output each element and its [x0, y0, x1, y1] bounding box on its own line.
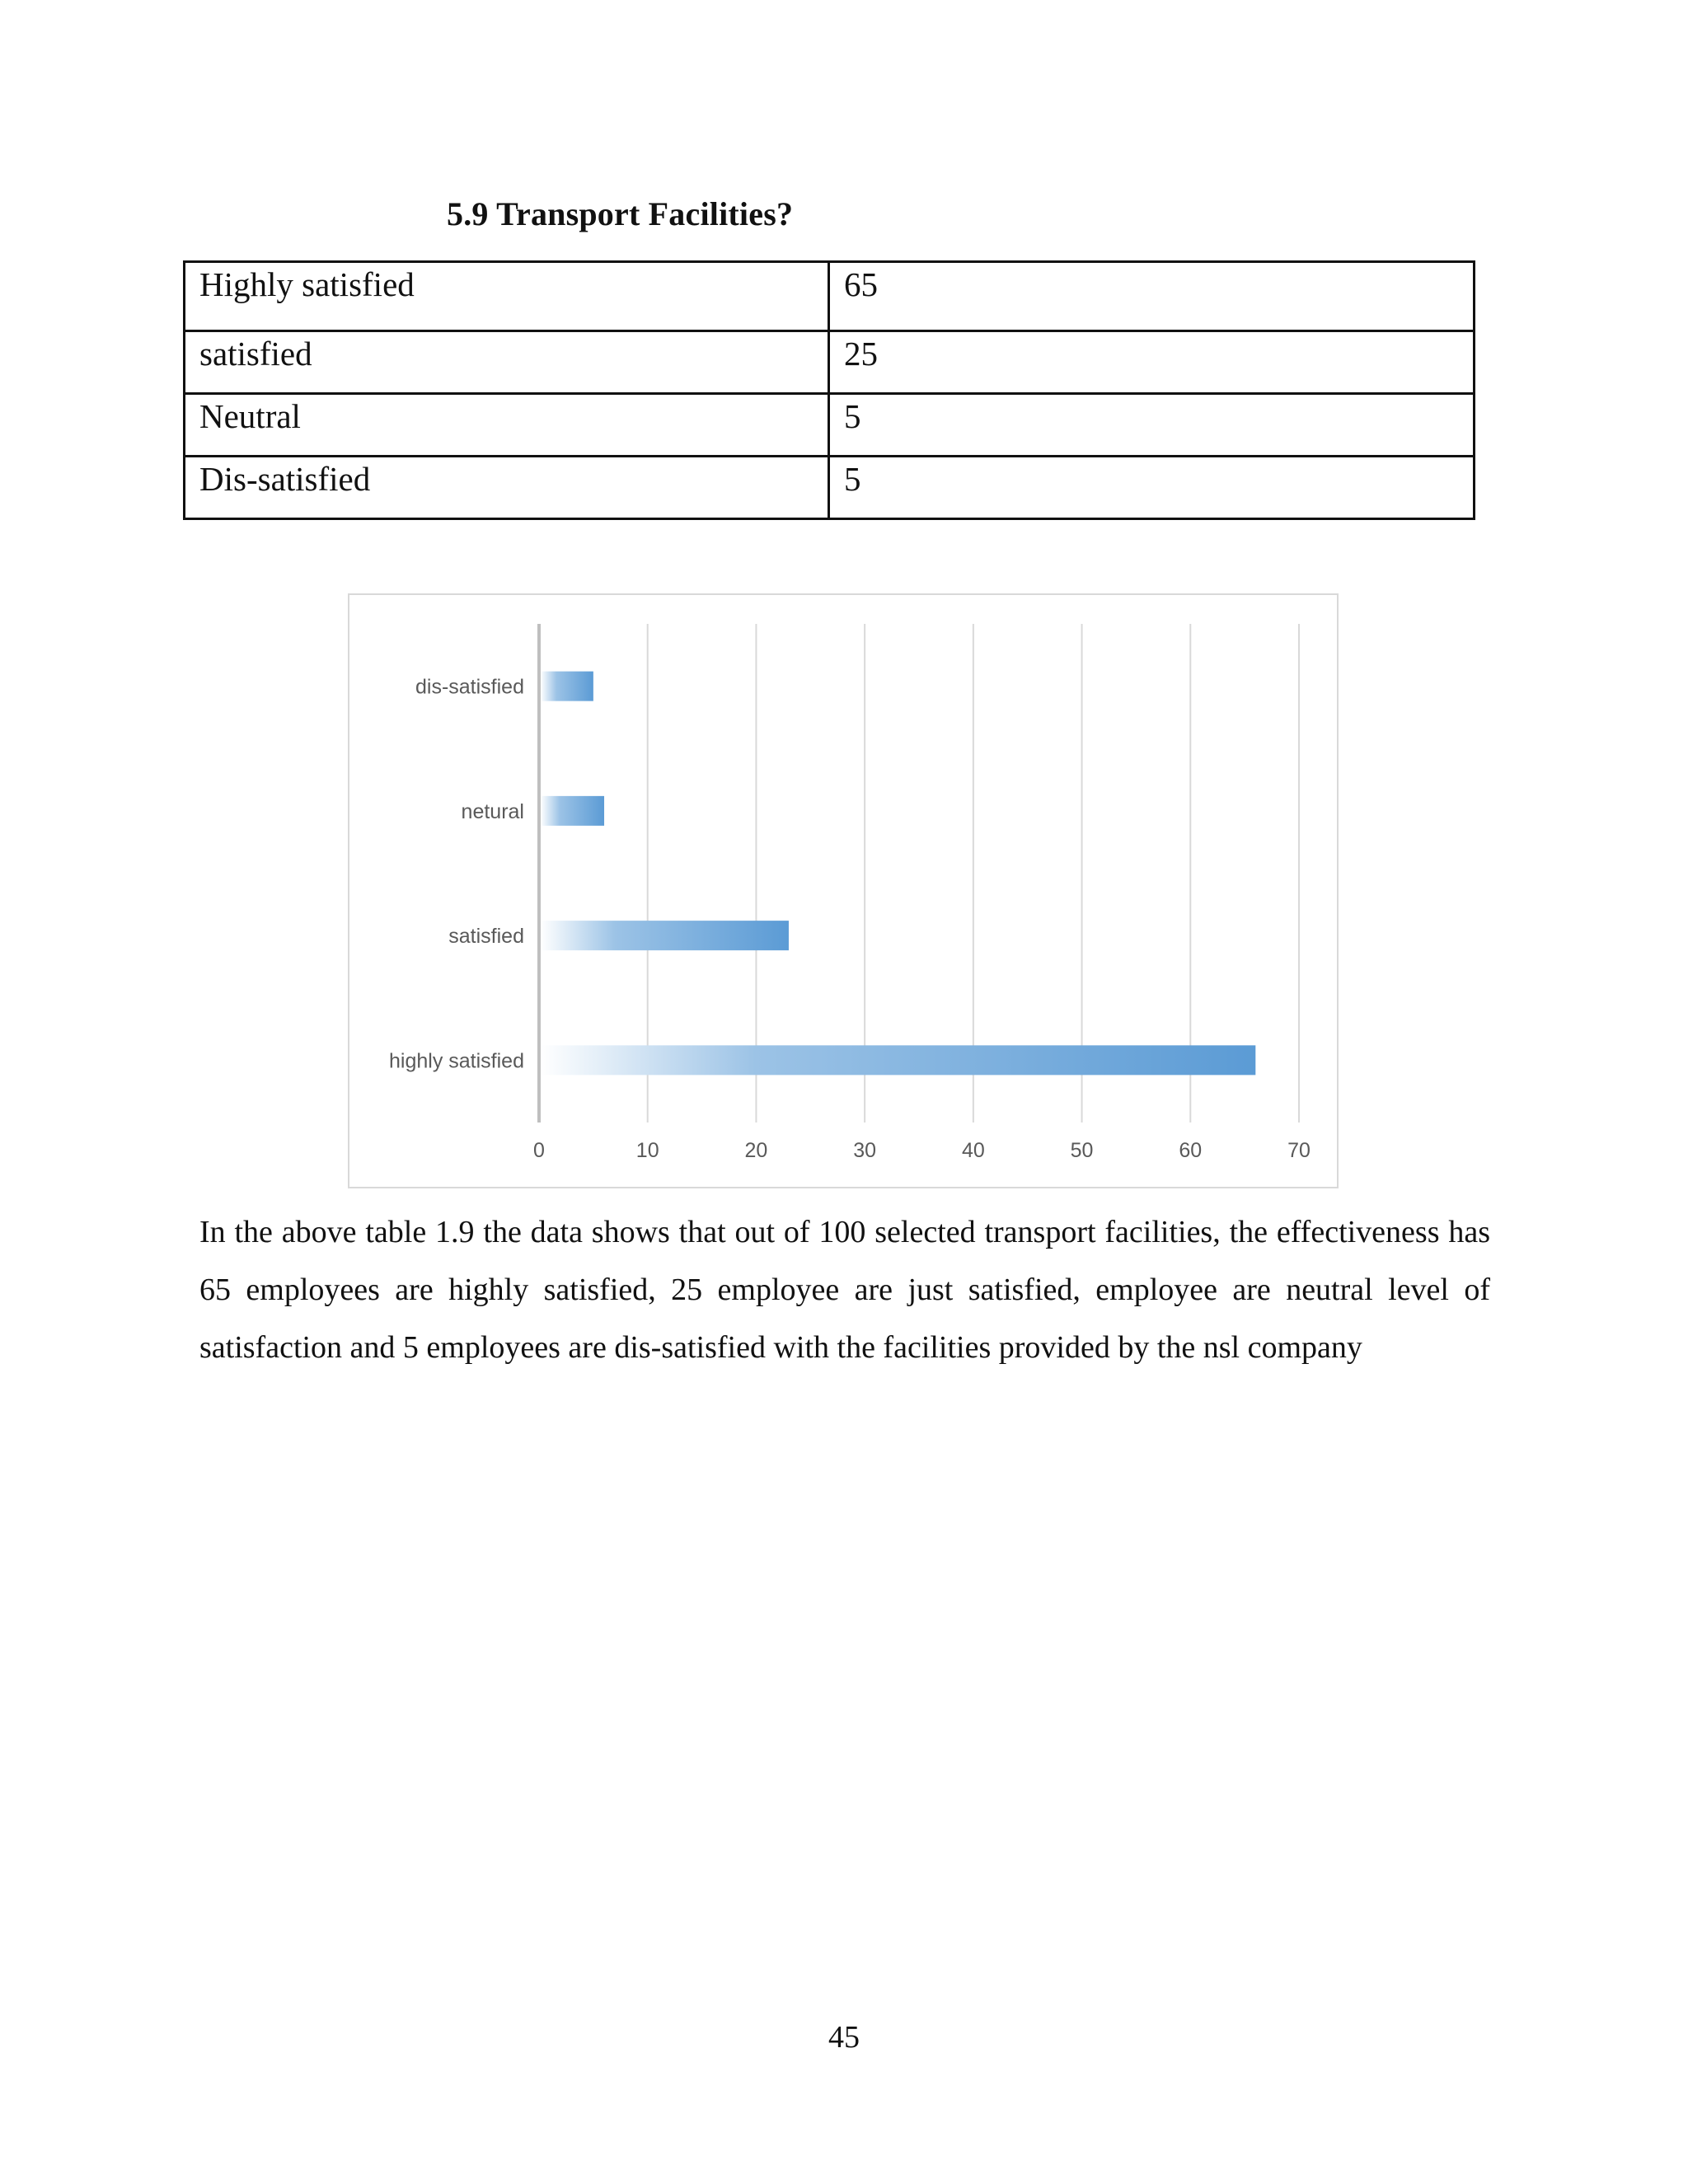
page-number: 45: [828, 2020, 860, 2055]
table-row: [185, 331, 1475, 394]
table-row: [185, 394, 1475, 457]
section-heading: 5.9 Transport Facilities?: [447, 195, 794, 232]
x-tick-label: 70: [1287, 1139, 1311, 1162]
row-value: 5: [829, 394, 1475, 457]
x-tick-label: 30: [853, 1139, 877, 1162]
chart-canvas: [349, 595, 1337, 1187]
bar: [541, 672, 593, 701]
satisfaction-bar-chart: [348, 593, 1339, 1188]
bar: [541, 921, 789, 950]
x-tick-label: 60: [1179, 1139, 1203, 1162]
table-row: [185, 262, 1475, 331]
row-value: 5: [829, 457, 1475, 519]
table-row: [185, 457, 1475, 519]
x-tick-label: 50: [1070, 1139, 1094, 1162]
transport-satisfaction-table: [183, 260, 1475, 520]
row-label: Highly satisfied: [185, 262, 829, 331]
category-label: satisfied: [448, 925, 524, 949]
x-tick-label: 40: [961, 1139, 985, 1162]
description-paragraph: In the above table 1.9 the data shows that out of 100 selected transport facilities, the effectiveness has 65 employees are highly satisfied, 25 employee are just satisfied, employee are neutral level of satisfaction and 5 employees are dis-satisfied with the facilities provided by the nsl company: [199, 1215, 1490, 1365]
x-tick-label: 10: [635, 1139, 659, 1162]
category-label: netural: [461, 799, 524, 823]
bar: [541, 796, 604, 826]
row-value: 65: [829, 262, 1475, 331]
bar: [541, 1045, 1255, 1075]
category-label: highly satisfied: [389, 1049, 524, 1073]
row-label: Dis-satisfied: [185, 457, 829, 519]
row-label: satisfied: [185, 331, 829, 394]
row-label: Neutral: [185, 394, 829, 457]
row-value: 25: [829, 331, 1475, 394]
x-tick-label: 20: [744, 1139, 768, 1162]
x-tick-label: 0: [533, 1139, 545, 1162]
category-label: dis-satisfied: [415, 675, 524, 699]
